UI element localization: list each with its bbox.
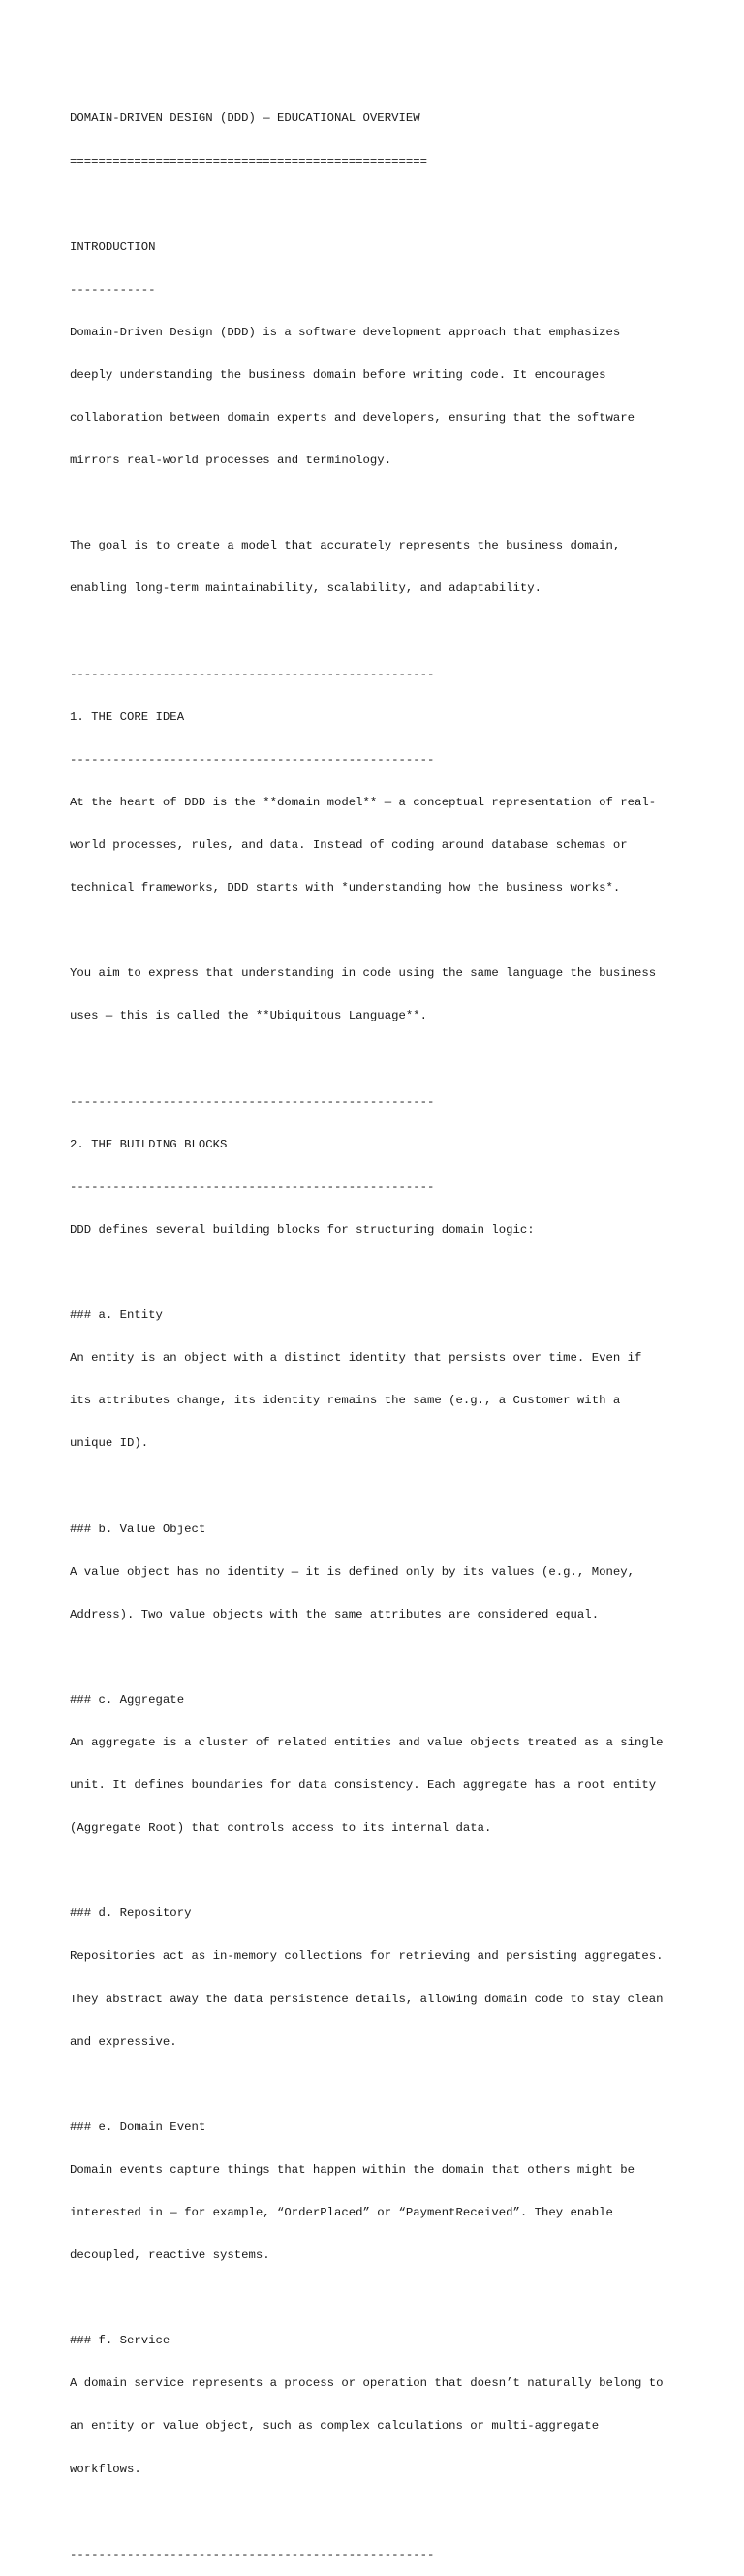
paragraph-line: An aggregate is a cluster of related entities and value objects treated as a single <box>70 1735 664 1749</box>
paragraph-line: Address). Two value objects with the same attributes are considered equal. <box>70 1607 600 1621</box>
section-divider: --------------------------------------------------- <box>70 667 435 681</box>
blank-line <box>70 1052 709 1066</box>
paragraph-line: You aim to express that understanding in code using the same language the business <box>70 966 657 981</box>
section-divider: --------------------------------------------------- <box>70 1094 435 1109</box>
document-body <box>70 83 709 2576</box>
paragraph-line: (Aggregate Root) that controls access to its internal data. <box>70 1821 492 1836</box>
blank-line <box>70 1266 709 1280</box>
subheading-value-object: ### b. Value Object <box>70 1522 206 1536</box>
paragraph-line: They abstract away the data persistence details, allowing domain code to stay clean <box>70 1992 664 2006</box>
blank-line <box>70 2291 709 2306</box>
blank-line <box>70 2078 709 2092</box>
paragraph-line: and expressive. <box>70 2034 177 2049</box>
blank-line <box>70 496 709 511</box>
heading-underline: ------------ <box>70 282 156 297</box>
section-divider: --------------------------------------------------- <box>70 1179 435 1194</box>
paragraph-line: uses — this is called the **Ubiquitous Language**. <box>70 1009 427 1023</box>
paragraph-line: technical frameworks, DDD starts with *understanding how the business works*. <box>70 881 621 895</box>
paragraph-line: an entity or value object, such as complex calculations or multi-aggregate <box>70 2419 600 2434</box>
paragraph-line: workflows. <box>70 2462 141 2476</box>
blank-line <box>70 625 709 640</box>
paragraph-line: DDD defines several building blocks for structuring domain logic: <box>70 1222 535 1237</box>
paragraph-line: Domain-Driven Design (DDD) is a software development approach that emphasizes <box>70 325 621 339</box>
blank-line <box>70 2505 709 2520</box>
subheading-aggregate: ### c. Aggregate <box>70 1692 185 1707</box>
blank-line <box>70 1864 709 1878</box>
blank-line <box>70 1479 709 1493</box>
subheading-entity: ### a. Entity <box>70 1308 163 1323</box>
blank-line <box>70 924 709 938</box>
paragraph-line: enabling long-term maintainability, scalability, and adaptability. <box>70 581 542 596</box>
paragraph-line: An entity is an object with a distinct identity that persists over time. Even if <box>70 1351 642 1366</box>
paragraph-line: At the heart of DDD is the **domain model** — a conceptual representation of real- <box>70 795 657 809</box>
subheading-repository: ### d. Repository <box>70 1906 192 1921</box>
section-divider: --------------------------------------------------- <box>70 752 435 767</box>
section-heading-introduction: INTRODUCTION <box>70 239 156 254</box>
blank-line <box>70 198 709 212</box>
paragraph-line: interested in — for example, “OrderPlaced” or “PaymentReceived”. They enable <box>70 2206 613 2219</box>
section-heading-building-blocks: 2. THE BUILDING BLOCKS <box>70 1137 228 1151</box>
paragraph-line: its attributes change, its identity remains the same (e.g., a Customer with a <box>70 1394 621 1408</box>
blank-line <box>70 1650 709 1665</box>
paragraph-line: collaboration between domain experts and developers, ensuring that the software <box>70 411 635 425</box>
subheading-service: ### f. Service <box>70 2334 170 2348</box>
paragraph-line: deeply understanding the business domain before writing code. It encourages <box>70 367 606 382</box>
paragraph-line: unique ID). <box>70 1436 149 1451</box>
subheading-domain-event: ### e. Domain Event <box>70 2120 206 2134</box>
title-underline: ================================================== <box>70 154 427 169</box>
section-divider: --------------------------------------------------- <box>70 2547 435 2561</box>
paragraph-line: mirrors real-world processes and terminology. <box>70 454 392 468</box>
paragraph-line: Domain events capture things that happen within the domain that others might be <box>70 2162 635 2177</box>
paragraph-line: The goal is to create a model that accurately represents the business domain, <box>70 539 621 553</box>
section-heading-core-idea: 1. THE CORE IDEA <box>70 709 185 724</box>
paragraph-line: A value object has no identity — it is defined only by its values (e.g., Money, <box>70 1564 635 1579</box>
paragraph-line: A domain service represents a process or operation that doesn’t naturally belong to <box>70 2376 664 2391</box>
paragraph-line: decoupled, reactive systems. <box>70 2248 270 2263</box>
paragraph-line: unit. It defines boundaries for data consistency. Each aggregate has a root entity <box>70 1778 657 1793</box>
document-title: DOMAIN-DRIVEN DESIGN (DDD) — EDUCATIONAL OVERVIEW <box>70 111 420 126</box>
paragraph-line: Repositories act as in-memory collections for retrieving and persisting aggregates. <box>70 1949 664 1963</box>
paragraph-line: world processes, rules, and data. Instead of coding around database schemas or <box>70 838 628 852</box>
